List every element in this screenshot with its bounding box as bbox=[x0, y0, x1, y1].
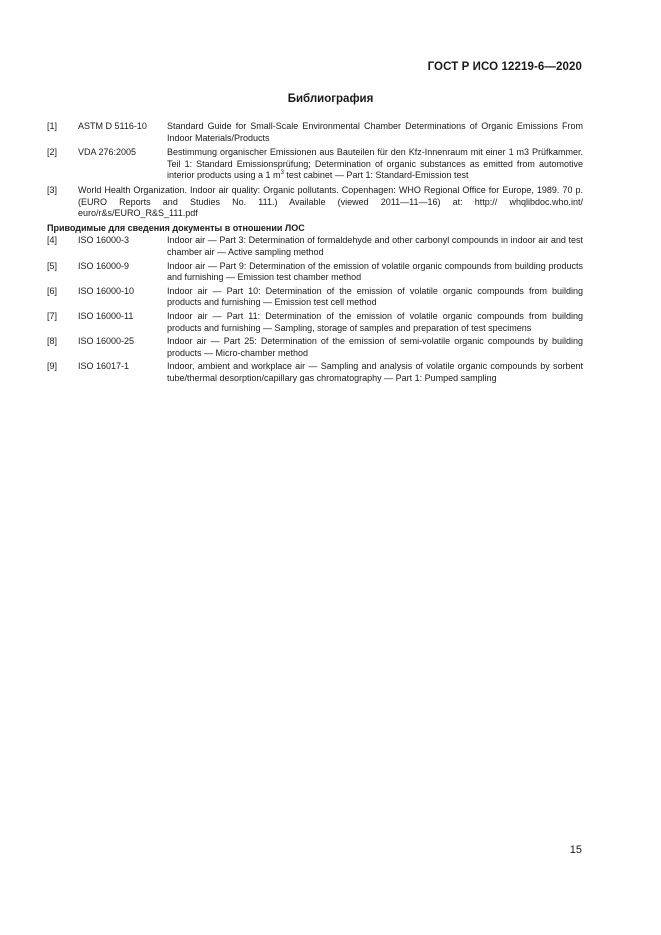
entry-description: Indoor air — Part 25: Determination of the emission of semi-volatile organic compounds by building products — Micro-chamber method bbox=[167, 336, 583, 358]
bibliography-entry-3 bbox=[47, 185, 583, 220]
entry-number: [7] bbox=[47, 310, 58, 321]
voc-section-heading: Приводимые для сведения документы в отношении ЛОС bbox=[47, 222, 305, 233]
entry-description: Indoor air — Part 9: Determination of the emission of volatile organic compounds from building products and furnishing — Emission test chamber method bbox=[167, 260, 583, 283]
entry-text-part: test cabinet — Part 1: Standard-Emission test bbox=[283, 170, 469, 181]
entry-code: ISO 16000-25 bbox=[78, 336, 135, 347]
entry-description: Standard Guide for Small-Scale Environmental Chamber Determinations of Organic Emissions From Indoor Materials/Products bbox=[167, 121, 583, 143]
entry-number: [5] bbox=[47, 260, 58, 271]
bibliography-entry-4 bbox=[47, 235, 583, 258]
entry-code: ISO 16000-9 bbox=[78, 260, 130, 271]
entry-text-part: Bestimmung organischer Emissionen aus Bauteilen für den Kfz-Innenraum mit einer 1 m3 Prüfkammer. Teil 1: Standard Emissionsprüfung; Determination of organic substances as emitted from automotive interior products using a 1 m bbox=[167, 147, 583, 181]
entry-number: [4] bbox=[47, 235, 58, 246]
bibliography-entry-5 bbox=[47, 261, 583, 284]
bibliography-entry-1 bbox=[47, 121, 583, 144]
entry-code: VDA 276:2005 bbox=[78, 147, 137, 158]
superscript-exponent: 3 bbox=[280, 170, 284, 177]
entry-number: [2] bbox=[47, 147, 58, 158]
entry-code: ISO 16017-1 bbox=[78, 361, 130, 372]
entry-number: [6] bbox=[47, 285, 58, 296]
bibliography-entry-9 bbox=[47, 361, 583, 384]
entry-description: Indoor air — Part 10: Determination of the emission of volatile organic compounds from building products and furnishing — Emission test cell method bbox=[167, 285, 583, 308]
entry-description: Indoor air — Part 3: Determination of formaldehyde and other carbonyl compounds in indoor air and test chamber air — Active sampling method bbox=[167, 235, 583, 257]
entry-number: [8] bbox=[47, 336, 58, 347]
bibliography-entry-7 bbox=[47, 311, 583, 334]
bibliography-entry-6 bbox=[47, 286, 583, 309]
bibliography-title: Библиография bbox=[287, 93, 374, 105]
entry-description: Indoor air — Part 11: Determination of the emission of volatile organic compounds from building products and furnishing — Sampling, storage of samples and preparation of test specimens bbox=[167, 310, 583, 333]
bibliography-list bbox=[47, 121, 583, 386]
entry-description: World Health Organization. Indoor air quality: Organic pollutants. Copenhagen: WHO Regional Office for Europe, 1989. 70 p. (EURO Reports and Studies No. 111.) Available (viewed 2011—11—16) at: http:// whqlibdoc.who.int/ euro/r&s/EURO_R&S_111.pdf bbox=[78, 184, 583, 219]
bibliography-entry-2 bbox=[47, 147, 583, 182]
entry-number: [1] bbox=[47, 121, 58, 131]
entry-description bbox=[167, 147, 583, 182]
entry-description: Indoor, ambient and workplace air — Sampling and analysis of volatile organic compounds by sorbent tube/thermal desorption/capillary gas chromatography — Part 1: Pumped sampling bbox=[167, 361, 583, 383]
bibliography-entry-8 bbox=[47, 336, 583, 359]
entry-code: ISO 16000-3 bbox=[78, 235, 130, 246]
entry-code: ASTM D 5116-10 bbox=[78, 121, 147, 131]
entry-number: [9] bbox=[47, 361, 58, 372]
standard-code-header: ГОСТ Р ИСО 12219-6—2020 bbox=[427, 61, 582, 73]
entry-code: ISO 16000-10 bbox=[78, 285, 135, 296]
entry-number: [3] bbox=[47, 184, 58, 195]
page-number: 15 bbox=[569, 844, 582, 856]
entry-code: ISO 16000-11 bbox=[78, 310, 134, 321]
